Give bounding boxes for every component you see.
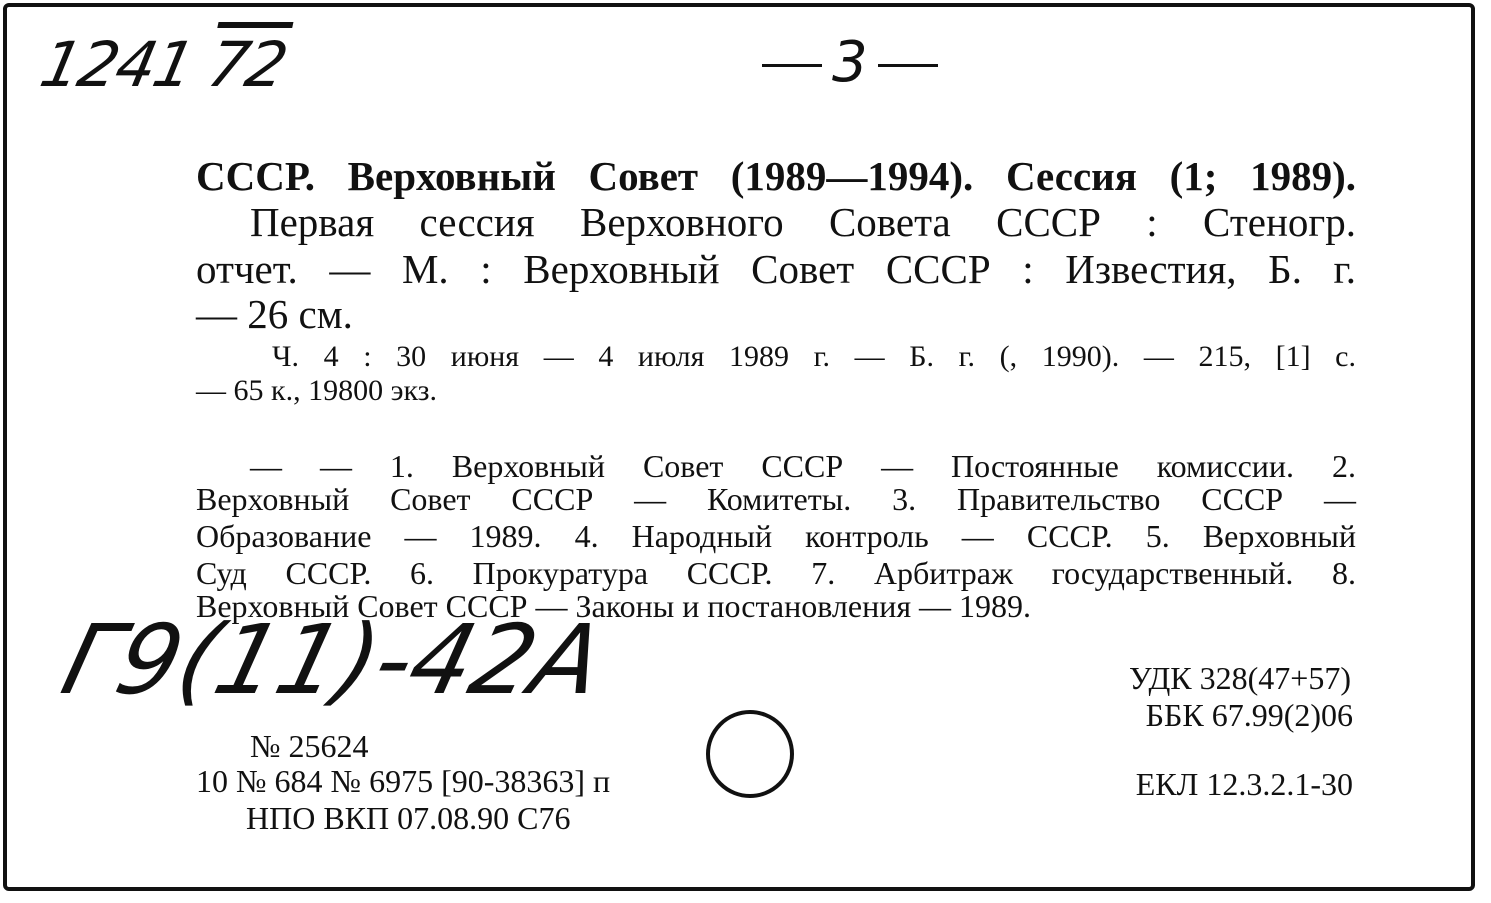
bbk-code: ББК 67.99(2)06	[1145, 697, 1353, 733]
subject-line-2: Верховный Совет СССР — Комитеты. 3. Правительство СССР —	[196, 481, 1356, 517]
handwritten-shelf-mark: Г9(11)-42А	[52, 604, 615, 716]
subject-line-1: — — 1. Верховный Совет СССР — Постоянные комиссии. 2.	[250, 448, 1356, 484]
subject-line-3: Образование — 1989. 4. Народный контроль — СССР. 5. Верховный	[196, 518, 1356, 554]
part-line-2: — 65 к., 19800 экз.	[196, 374, 437, 407]
title-line-3: — 26 см.	[196, 291, 353, 337]
subject-line-4: Суд СССР. 6. Прокуратура СССР. 7. Арбитраж государственный. 8.	[196, 555, 1356, 591]
publisher-line: НПО ВКП 07.08.90 С76	[246, 800, 571, 836]
subject-line-5: Верховный Совет СССР — Законы и постановления — 1989.	[196, 588, 1032, 624]
udk-code: УДК 328(47+57)	[1129, 660, 1351, 696]
order-line: 10 № 684 № 6975 [90-38363] п	[196, 763, 611, 799]
title-line-2: отчет. — М. : Верховный Совет СССР : Известия, Б. г.	[196, 246, 1356, 292]
title-line-1: Первая сессия Верховного Совета СССР : Стеногр.	[250, 199, 1356, 245]
card-number: № 25624	[250, 728, 369, 764]
handwritten-page-mark: 3	[752, 30, 948, 95]
ekl-code: ЕКЛ 12.3.2.1-30	[1135, 766, 1353, 802]
circle-stamp-icon	[706, 710, 794, 798]
part-line-1: Ч. 4 : 30 июня — 4 июля 1989 г. — Б. г. (, 1990). — 215, [1] с.	[272, 340, 1356, 373]
handwritten-inventory-number: 1241 72	[34, 28, 293, 101]
record-heading: СССР. Верховный Совет (1989—1994). Сессия (1; 1989).	[196, 153, 1356, 199]
